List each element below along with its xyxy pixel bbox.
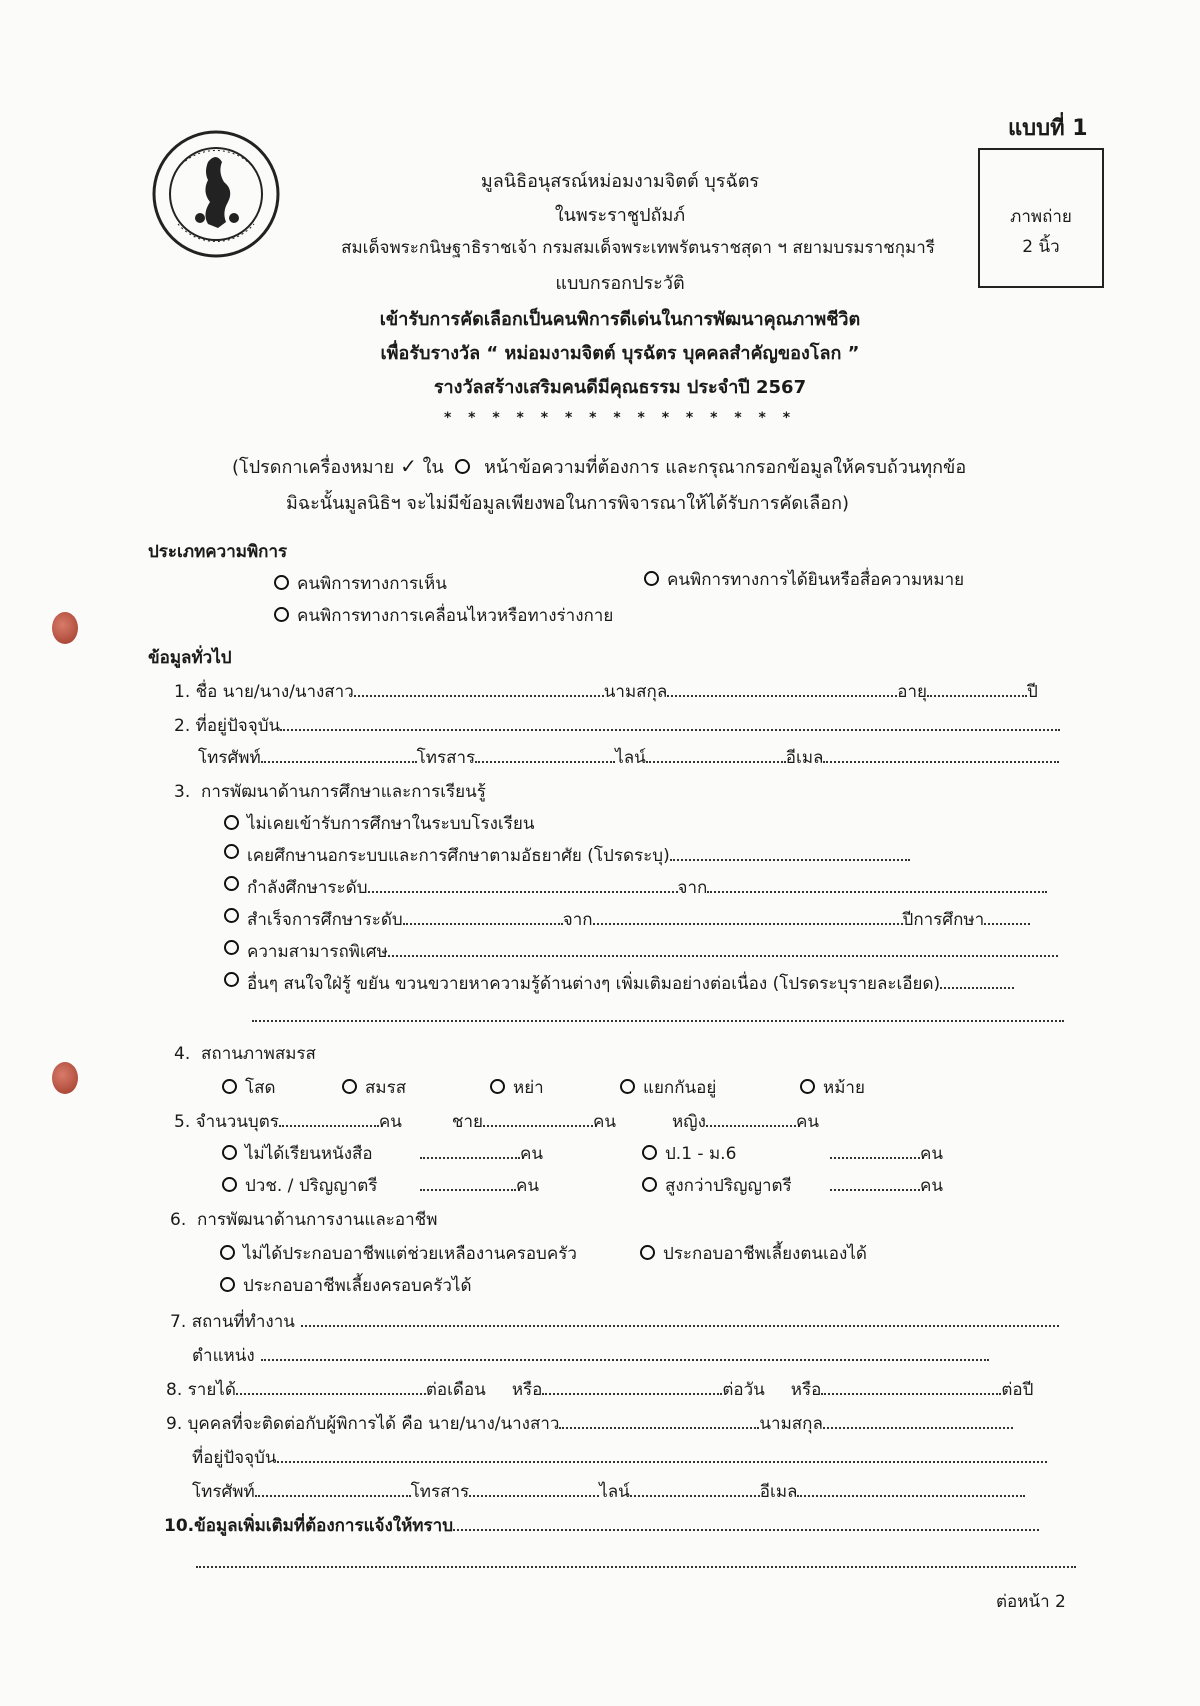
q3-education-title xyxy=(174,778,486,805)
address-label: ที่อยู่ปัจจุบัน xyxy=(195,716,281,736)
radio-circle-icon[interactable] xyxy=(642,1145,657,1160)
marital-title: สถานภาพสมรส xyxy=(201,1044,316,1064)
income-label: รายได้ xyxy=(187,1380,236,1400)
education-option-studying[interactable] xyxy=(224,874,1047,901)
q9-contact-row xyxy=(166,1410,1013,1437)
disability-section-title: ประเภทความพิการ xyxy=(148,542,288,562)
occupation-title: การพัฒนาด้านการงานและอาชีพ xyxy=(197,1210,438,1230)
header-award-year: รางวัลสร้างเสริมคนดีมีคุณธรรม ประจำปี 2567 xyxy=(433,377,807,398)
option-label: ปวช. / ปริญญาตรี xyxy=(245,1176,378,1196)
contact-phone-field[interactable] xyxy=(255,1481,411,1497)
q7-position-row xyxy=(192,1342,989,1369)
instructions-line-1 xyxy=(232,452,966,481)
male-count-field[interactable] xyxy=(483,1111,593,1127)
option-label: ไม่ได้เรียนหนังสือ xyxy=(245,1144,373,1164)
additional-info-continuation-field[interactable] xyxy=(196,1552,1076,1568)
children-option-no-school[interactable] xyxy=(222,1140,373,1167)
age-label: อายุ xyxy=(897,682,927,702)
q10-additional-row xyxy=(164,1512,1039,1539)
children-option-primary-secondary[interactable] xyxy=(642,1140,736,1167)
option-label: ประกอบอาชีพเลี้ยงครอบครัวได้ xyxy=(243,1276,472,1296)
marital-option-single[interactable] xyxy=(222,1074,276,1101)
radio-circle-icon[interactable] xyxy=(224,908,239,923)
from-label: จาก xyxy=(562,910,593,930)
option-label: ไม่เคยเข้ารับการศึกษาในระบบโรงเรียน xyxy=(247,814,535,834)
q5-children-row xyxy=(174,1108,819,1135)
from-label: จาก xyxy=(677,878,708,898)
header-award-title: เพื่อรับรางวัล “ หม่อมงามจิตต์ บุรฉัตร บุคคลสำคัญของโลก ” xyxy=(380,343,860,364)
disability-option-visual[interactable] xyxy=(274,570,447,597)
academic-year-field[interactable] xyxy=(984,909,1030,925)
q1-name-row xyxy=(174,678,1038,705)
item-number: 2. xyxy=(174,716,191,736)
item-number: 8. xyxy=(166,1380,183,1400)
line-label: ไลน์ xyxy=(599,1482,630,1502)
item-number: 10. xyxy=(164,1516,195,1536)
q2-address-row xyxy=(174,712,1060,739)
name-label: ชื่อ นาย/นาง/นางสาว xyxy=(195,682,354,702)
q6-occupation-title xyxy=(170,1206,437,1233)
unit-label: คน xyxy=(520,1144,543,1164)
radio-circle-icon[interactable] xyxy=(642,1177,657,1192)
position-label: ตำแหน่ง xyxy=(192,1346,255,1366)
female-count-field[interactable] xyxy=(706,1111,796,1127)
position-field[interactable] xyxy=(261,1345,989,1361)
unit-label: คน xyxy=(795,1112,819,1132)
count-field[interactable] xyxy=(420,1175,516,1191)
q8-income-row xyxy=(166,1376,1033,1403)
occupation-option-family-help[interactable] xyxy=(220,1240,577,1267)
education-option-talent[interactable] xyxy=(224,938,1058,965)
photo-box-size: 2 นิ้ว xyxy=(1022,237,1060,257)
item-number: 3. xyxy=(174,782,191,802)
item-number: 9. xyxy=(166,1414,183,1434)
fax-label: โทรสาร xyxy=(410,1482,470,1502)
surname-label: นามสกุล xyxy=(759,1414,823,1434)
header-form-title: แบบกรอกประวัติ xyxy=(555,273,685,294)
page-continue-label: ต่อหน้า 2 xyxy=(996,1592,1066,1612)
children-primary-count xyxy=(830,1140,943,1167)
email-label: อีเมล xyxy=(759,1482,798,1502)
unit-label: คน xyxy=(592,1112,616,1132)
punch-hole-mark xyxy=(52,1062,78,1094)
checkmark-icon: ✓ xyxy=(400,454,417,478)
contact-fax-field[interactable] xyxy=(469,1481,599,1497)
workplace-field[interactable] xyxy=(301,1311,1059,1327)
radio-circle-icon[interactable] xyxy=(490,1079,505,1094)
option-label: หม้าย xyxy=(823,1078,865,1098)
radio-circle-icon[interactable] xyxy=(224,940,239,955)
line-label: ไลน์ xyxy=(615,748,646,768)
disability-option-mobility[interactable] xyxy=(274,602,613,629)
count-field[interactable] xyxy=(830,1143,920,1159)
children-no-school-count xyxy=(420,1140,543,1167)
line-field[interactable] xyxy=(646,747,786,763)
address-field[interactable] xyxy=(280,715,1060,731)
instructions-part-2: ใน xyxy=(422,457,444,478)
occupation-option-family-support[interactable] xyxy=(220,1272,471,1299)
option-label: ป.1 - ม.6 xyxy=(665,1144,737,1164)
radio-circle-icon[interactable] xyxy=(342,1079,357,1094)
or-label: หรือ xyxy=(511,1380,543,1400)
phone-field[interactable] xyxy=(261,747,417,763)
phone-label: โทรศัพท์ xyxy=(198,748,261,768)
option-label: เคยศึกษานอกระบบและการศึกษาตามอัธยาศัย (โปรดระบุ) xyxy=(247,846,670,866)
radio-circle-icon[interactable] xyxy=(644,571,659,586)
other-detail-field[interactable] xyxy=(940,973,1014,989)
children-option-vocational-bachelor[interactable] xyxy=(222,1172,377,1199)
children-label: จำนวนบุตร xyxy=(195,1112,279,1132)
q2-contact-row xyxy=(198,744,1059,771)
studying-from-field[interactable] xyxy=(707,877,1047,893)
option-label: อื่นๆ สนใจใฝ่รู้ ขยัน ขวนขวายหาความรู้ด้านต่างๆ เพิ่มเติมอย่างต่อเนื่อง (โปรดระบุรายละเอียด) xyxy=(247,974,941,994)
yearly-income-field[interactable] xyxy=(821,1379,1001,1395)
monthly-income-field[interactable] xyxy=(236,1379,426,1395)
contact-line-field[interactable] xyxy=(630,1481,760,1497)
address-label: ที่อยู่ปัจจุบัน xyxy=(192,1448,277,1468)
instructions-part-1: (โปรดกาเครื่องหมาย xyxy=(232,457,395,478)
option-label: คนพิการทางการเห็น xyxy=(297,574,447,594)
graduated-from-field[interactable] xyxy=(593,909,903,925)
per-year-label: ต่อปี xyxy=(1001,1380,1034,1400)
instructions-part-3: หน้าข้อความที่ต้องการ และกรุณากรอกข้อมูลให้ครบถ้วนทุกข้อ xyxy=(484,457,967,478)
education-title: การพัฒนาด้านการศึกษาและการเรียนรู้ xyxy=(201,782,486,802)
male-label: ชาย xyxy=(451,1112,483,1132)
item-number: 6. xyxy=(170,1210,187,1230)
age-field[interactable] xyxy=(927,681,1027,697)
per-day-label: ต่อวัน xyxy=(722,1380,765,1400)
unit-label: คน xyxy=(378,1112,402,1132)
workplace-label: สถานที่ทำงาน xyxy=(191,1312,295,1332)
header-separator-stars: * * * * * * * * * * * * * * * xyxy=(443,410,797,426)
circle-option-icon xyxy=(455,459,470,474)
marital-option-widowed[interactable] xyxy=(800,1074,865,1101)
unit-label: คน xyxy=(920,1144,943,1164)
children-option-above-bachelor[interactable] xyxy=(642,1172,792,1199)
radio-circle-icon[interactable] xyxy=(222,1145,237,1160)
studying-level-field[interactable] xyxy=(368,877,678,893)
option-label: ไม่ได้ประกอบอาชีพแต่ช่วยเหลืองานครอบครัว xyxy=(243,1244,577,1264)
nonformal-field[interactable] xyxy=(670,845,910,861)
daily-income-field[interactable] xyxy=(542,1379,722,1395)
children-count-field[interactable] xyxy=(279,1111,379,1127)
radio-circle-icon[interactable] xyxy=(224,876,239,891)
header-patronage: ในพระราชูปถัมภ์ xyxy=(554,205,686,226)
option-label: กำลังศึกษาระดับ xyxy=(247,878,368,898)
radio-circle-icon[interactable] xyxy=(620,1079,635,1094)
academic-year-label: ปีการศึกษา xyxy=(902,910,985,930)
graduated-level-field[interactable] xyxy=(403,909,563,925)
item-number: 1. xyxy=(174,682,191,702)
contact-email-field[interactable] xyxy=(797,1481,1025,1497)
option-label: แยกกันอยู่ xyxy=(643,1078,717,1098)
punch-hole-mark xyxy=(52,612,78,644)
radio-circle-icon[interactable] xyxy=(640,1245,655,1260)
option-label: สมรส xyxy=(365,1078,407,1098)
form-type-label: แบบที่ 1 xyxy=(1008,116,1088,141)
surname-label: นามสกุล xyxy=(603,682,668,702)
additional-info-label: ข้อมูลเพิ่มเติมที่ต้องการแจ้งให้ทราบ xyxy=(194,1516,453,1536)
unit-label: คน xyxy=(516,1176,539,1196)
q7-workplace-row xyxy=(170,1308,1059,1335)
email-field[interactable] xyxy=(823,747,1059,763)
radio-circle-icon[interactable] xyxy=(274,575,289,590)
education-option-nonformal[interactable] xyxy=(224,842,910,869)
other-detail-continuation-field[interactable] xyxy=(252,1006,1064,1022)
count-field[interactable] xyxy=(830,1175,920,1191)
radio-circle-icon[interactable] xyxy=(800,1079,815,1094)
general-section-title: ข้อมูลทั่วไป xyxy=(148,648,232,668)
item-number: 7. xyxy=(170,1312,187,1332)
item-number: 4. xyxy=(174,1044,191,1064)
radio-circle-icon[interactable] xyxy=(274,607,289,622)
marital-option-married[interactable] xyxy=(342,1074,406,1101)
occupation-option-self-support[interactable] xyxy=(640,1240,867,1267)
option-label: สำเร็จการศึกษาระดับ xyxy=(247,910,403,930)
radio-circle-icon[interactable] xyxy=(224,844,239,859)
year-unit-label: ปี xyxy=(1026,682,1038,702)
additional-info-field[interactable] xyxy=(453,1515,1039,1531)
marital-option-divorced[interactable] xyxy=(490,1074,544,1101)
surname-field[interactable] xyxy=(667,681,897,697)
children-vocational-count xyxy=(420,1172,539,1199)
photo-placeholder-box xyxy=(978,148,1104,288)
item-number: 5. xyxy=(174,1112,191,1132)
name-field[interactable] xyxy=(354,681,604,697)
talent-field[interactable] xyxy=(388,941,1058,957)
header-royal-patron: สมเด็จพระกนิษฐาธิราชเจ้า กรมสมเด็จพระเทพรัตนราชสุดา ฯ สยามบรมราชกุมารี xyxy=(341,238,935,258)
contact-surname-field[interactable] xyxy=(823,1413,1013,1429)
radio-circle-icon[interactable] xyxy=(222,1079,237,1094)
count-field[interactable] xyxy=(420,1143,520,1159)
header-selection-title: เข้ารับการคัดเลือกเป็นคนพิการดีเด่นในการพัฒนาคุณภาพชีวิต xyxy=(379,309,861,330)
contact-address-field[interactable] xyxy=(277,1447,1047,1463)
radio-circle-icon[interactable] xyxy=(224,815,239,830)
marital-option-separated[interactable] xyxy=(620,1074,716,1101)
header-foundation-name: มูลนิธิอนุสรณ์หม่อมงามจิตต์ บุรฉัตร xyxy=(480,171,760,192)
fax-label: โทรสาร xyxy=(416,748,476,768)
option-label: คนพิการทางการได้ยินหรือสื่อความหมาย xyxy=(667,570,965,590)
unit-label: คน xyxy=(920,1176,943,1196)
option-label: โสด xyxy=(245,1078,276,1098)
radio-circle-icon[interactable] xyxy=(220,1245,235,1260)
contact-name-field[interactable] xyxy=(559,1413,759,1429)
option-label: ความสามารถพิเศษ xyxy=(247,942,388,962)
email-label: อีเมล xyxy=(785,748,824,768)
radio-circle-icon[interactable] xyxy=(222,1177,237,1192)
q9-phone-row xyxy=(192,1478,1025,1505)
education-option-none[interactable] xyxy=(224,810,534,837)
fax-field[interactable] xyxy=(475,747,615,763)
q9-address-row xyxy=(192,1444,1047,1471)
photo-box-label: ภาพถ่าย xyxy=(1010,207,1072,227)
radio-circle-icon[interactable] xyxy=(220,1277,235,1292)
option-label: คนพิการทางการเคลื่อนไหวหรือทางร่างกาย xyxy=(297,606,614,626)
disability-option-hearing[interactable] xyxy=(644,566,964,593)
female-label: หญิง xyxy=(671,1112,706,1132)
per-month-label: ต่อเดือน xyxy=(425,1380,486,1400)
phone-label: โทรศัพท์ xyxy=(192,1482,255,1502)
education-option-other[interactable] xyxy=(224,970,1014,997)
instructions-line-2: มิฉะนั้นมูลนิธิฯ จะไม่มีข้อมูลเพียงพอในการพิจารณาให้ได้รับการคัดเลือก) xyxy=(286,493,850,514)
education-option-graduated[interactable] xyxy=(224,906,1030,933)
q4-marital-title xyxy=(174,1040,316,1067)
option-label: ประกอบอาชีพเลี้ยงตนเองได้ xyxy=(663,1244,867,1264)
contact-person-label: บุคคลที่จะติดต่อกับผู้พิการได้ คือ นาย/นาง/นางสาว xyxy=(187,1414,560,1434)
children-above-bachelor-count xyxy=(830,1172,943,1199)
radio-circle-icon[interactable] xyxy=(224,972,239,987)
or-label: หรือ xyxy=(790,1380,822,1400)
option-label: สูงกว่าปริญญาตรี xyxy=(665,1176,792,1196)
option-label: หย่า xyxy=(513,1078,544,1098)
